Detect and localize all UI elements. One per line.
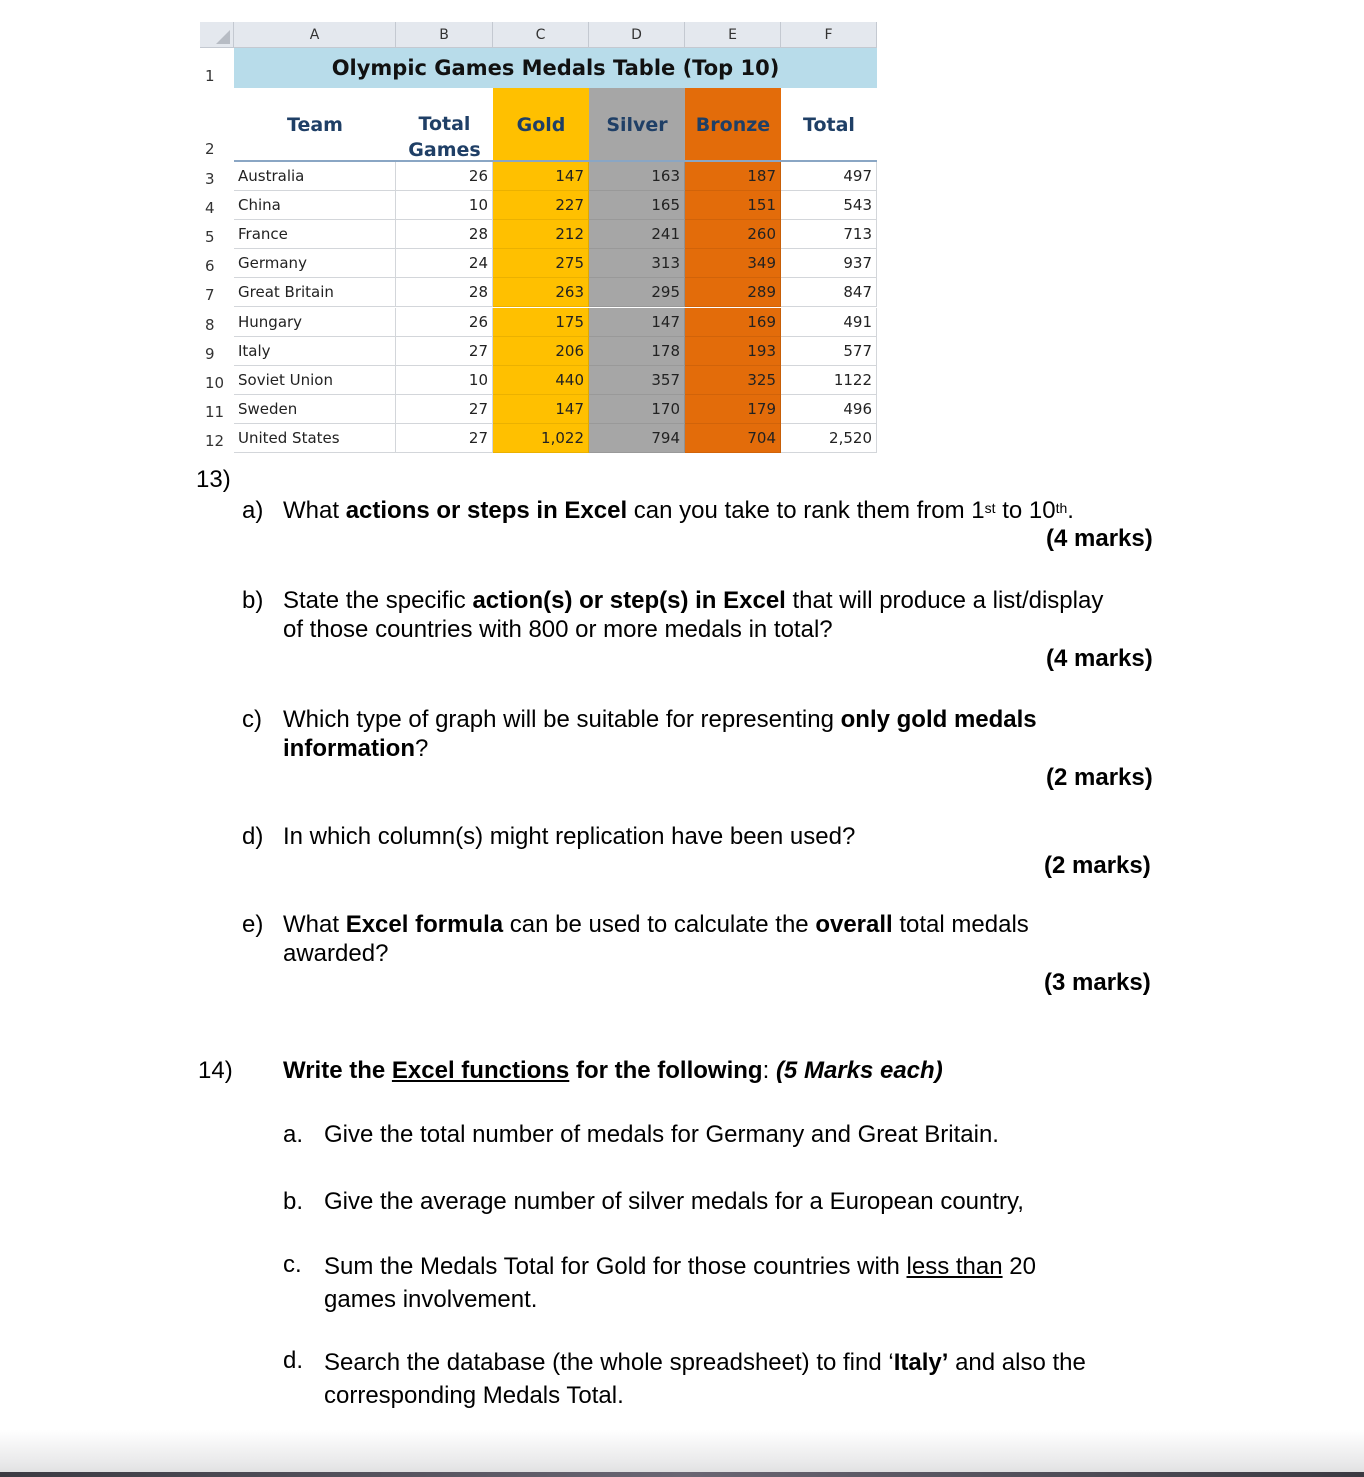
cell-silver[interactable]: 147 [589,308,685,337]
header-total-games-line2: Games [408,138,481,161]
cell-gold[interactable]: 175 [493,308,589,337]
cell-total[interactable]: 577 [781,337,877,366]
q14b-text: Give the average number of silver medals for a European country, [324,1188,1024,1215]
q14b-label: b. [283,1188,304,1215]
cell-team[interactable]: Great Britain [234,278,396,307]
cell-games[interactable]: 28 [396,220,493,249]
cell-total[interactable]: 497 [781,162,877,191]
row-number[interactable]: 9 [205,344,215,363]
cell-total[interactable]: 1122 [781,366,877,395]
q13e-marks: (3 marks) [1044,969,1151,996]
q13c-label: c) [242,706,262,733]
header-team: Team [287,114,343,136]
header-gold: Gold [493,88,589,161]
cell-gold[interactable]: 206 [493,337,589,366]
cell-gold[interactable]: 147 [493,162,589,191]
cell-games[interactable]: 26 [396,162,493,191]
row-number[interactable]: 5 [205,228,215,247]
row-number[interactable]: 8 [205,315,215,334]
q14c-label: c. [283,1251,302,1278]
question-14-number: 14) [198,1057,233,1084]
q13a-label: a) [242,497,264,524]
row-number[interactable]: 4 [205,199,215,218]
q13a-marks: (4 marks) [1046,525,1153,552]
question-13-number: 13) [196,466,231,493]
header-bronze: Bronze [685,88,781,161]
cell-bronze[interactable]: 151 [685,191,781,220]
column-header-a[interactable]: A [234,22,396,48]
row-number[interactable]: 2 [205,140,215,158]
row-number[interactable]: 1 [205,67,215,85]
q14a-text: Give the total number of medals for Germany and Great Britain. [324,1121,999,1148]
cell-total[interactable]: 543 [781,191,877,220]
q14c-text: Sum the Medals Total for Gold for those countries with less than 20 games involvement. [324,1253,1036,1313]
cell-silver[interactable]: 794 [589,424,685,453]
column-header-c[interactable]: C [493,22,589,48]
q13d-label: d) [242,823,264,850]
q13e-label: e) [242,911,264,938]
cell-gold[interactable]: 1,022 [493,424,589,453]
cell-team[interactable]: Germany [234,249,396,278]
cell-games[interactable]: 10 [396,366,493,395]
cell-games[interactable]: 28 [396,278,493,307]
q14a-label: a. [283,1121,304,1148]
column-header-b[interactable]: B [396,22,493,48]
window-bottom-edge [0,1472,1364,1477]
cell-gold[interactable]: 212 [493,220,589,249]
cell-gold[interactable]: 263 [493,278,589,307]
q13e-text: What Excel formula can be used to calculate the overall total medals awarded? [283,911,1029,967]
cell-gold[interactable]: 227 [493,191,589,220]
q14d-label: d. [283,1347,304,1374]
cell-silver[interactable]: 170 [589,395,685,424]
cell-bronze[interactable]: 169 [685,308,781,337]
cell-bronze[interactable]: 325 [685,366,781,395]
cell-silver[interactable]: 357 [589,366,685,395]
q14-heading: Write the Excel functions for the following: (5 Marks each) [283,1057,943,1084]
q13c-text: Which type of graph will be suitable for representing only gold medals information? [283,706,1037,762]
cell-silver[interactable]: 295 [589,278,685,307]
cell-team[interactable]: France [234,220,396,249]
q13d-marks: (2 marks) [1044,852,1151,879]
row-number[interactable]: 3 [205,170,215,189]
cell-total[interactable]: 847 [781,278,877,307]
sheet-title: Olympic Games Medals Table (Top 10) [234,48,877,88]
row-number[interactable]: 7 [205,286,215,305]
cell-total[interactable]: 496 [781,395,877,424]
q13b-text: State the specific action(s) or step(s) in Excel that will produce a list/display of those countries with 800 or more medals in total? [283,587,1104,643]
column-header-e[interactable]: E [685,22,781,48]
cell-silver[interactable]: 163 [589,162,685,191]
cell-bronze[interactable]: 289 [685,278,781,307]
cell-total[interactable]: 937 [781,249,877,278]
header-silver: Silver [589,88,685,161]
cell-bronze[interactable]: 349 [685,249,781,278]
q13b-marks: (4 marks) [1046,645,1153,672]
cell-team[interactable]: Sweden [234,395,396,424]
cell-silver[interactable]: 165 [589,191,685,220]
cell-bronze[interactable]: 704 [685,424,781,453]
cell-gold[interactable]: 147 [493,395,589,424]
q13a-text: What actions or steps in Excel can you take to rank them from 1st to 10th. [283,497,1074,524]
q13d-text: In which column(s) might replication have been used? [283,823,856,850]
cell-gold[interactable]: 440 [493,366,589,395]
header-total-games [396,88,493,161]
row-number[interactable]: 10 [205,373,225,392]
row-number[interactable]: 6 [205,257,215,276]
bottom-fade [0,1430,1364,1477]
cell-total[interactable]: 491 [781,308,877,337]
cell-team[interactable]: Italy [234,337,396,366]
cell-team[interactable]: China [234,191,396,220]
cell-team[interactable]: Hungary [234,308,396,337]
cell-bronze[interactable]: 187 [685,162,781,191]
column-header-d[interactable]: D [589,22,685,48]
q14d-text: Search the database (the whole spreadsheet) to find ‘Italy’ and also the corresponding Medals Total. [324,1349,1086,1409]
cell-team[interactable]: Soviet Union [234,366,396,395]
medals-spreadsheet [200,22,880,450]
cell-bronze[interactable]: 179 [685,395,781,424]
cell-silver[interactable]: 313 [589,249,685,278]
select-all-corner[interactable] [200,22,234,48]
row-number[interactable]: 12 [205,431,225,450]
cell-games[interactable]: 24 [396,249,493,278]
cell-silver[interactable]: 178 [589,337,685,366]
header-total: Total [803,114,855,136]
cell-games[interactable]: 10 [396,191,493,220]
cell-bronze[interactable]: 260 [685,220,781,249]
cell-silver[interactable]: 241 [589,220,685,249]
cell-games[interactable]: 26 [396,308,493,337]
row-number[interactable]: 11 [205,402,225,421]
cell-total[interactable]: 713 [781,220,877,249]
cell-total[interactable]: 2,520 [781,424,877,453]
cell-games[interactable]: 27 [396,337,493,366]
q13c-marks: (2 marks) [1046,764,1153,791]
cell-team[interactable]: United States [234,424,396,453]
q13b-label: b) [242,587,264,614]
cell-gold[interactable]: 275 [493,249,589,278]
column-header-f[interactable]: F [781,22,877,48]
cell-bronze[interactable]: 193 [685,337,781,366]
cell-team[interactable]: Australia [234,162,396,191]
cell-games[interactable]: 27 [396,424,493,453]
header-total-games-line1: Total [418,112,471,135]
cell-games[interactable]: 27 [396,395,493,424]
